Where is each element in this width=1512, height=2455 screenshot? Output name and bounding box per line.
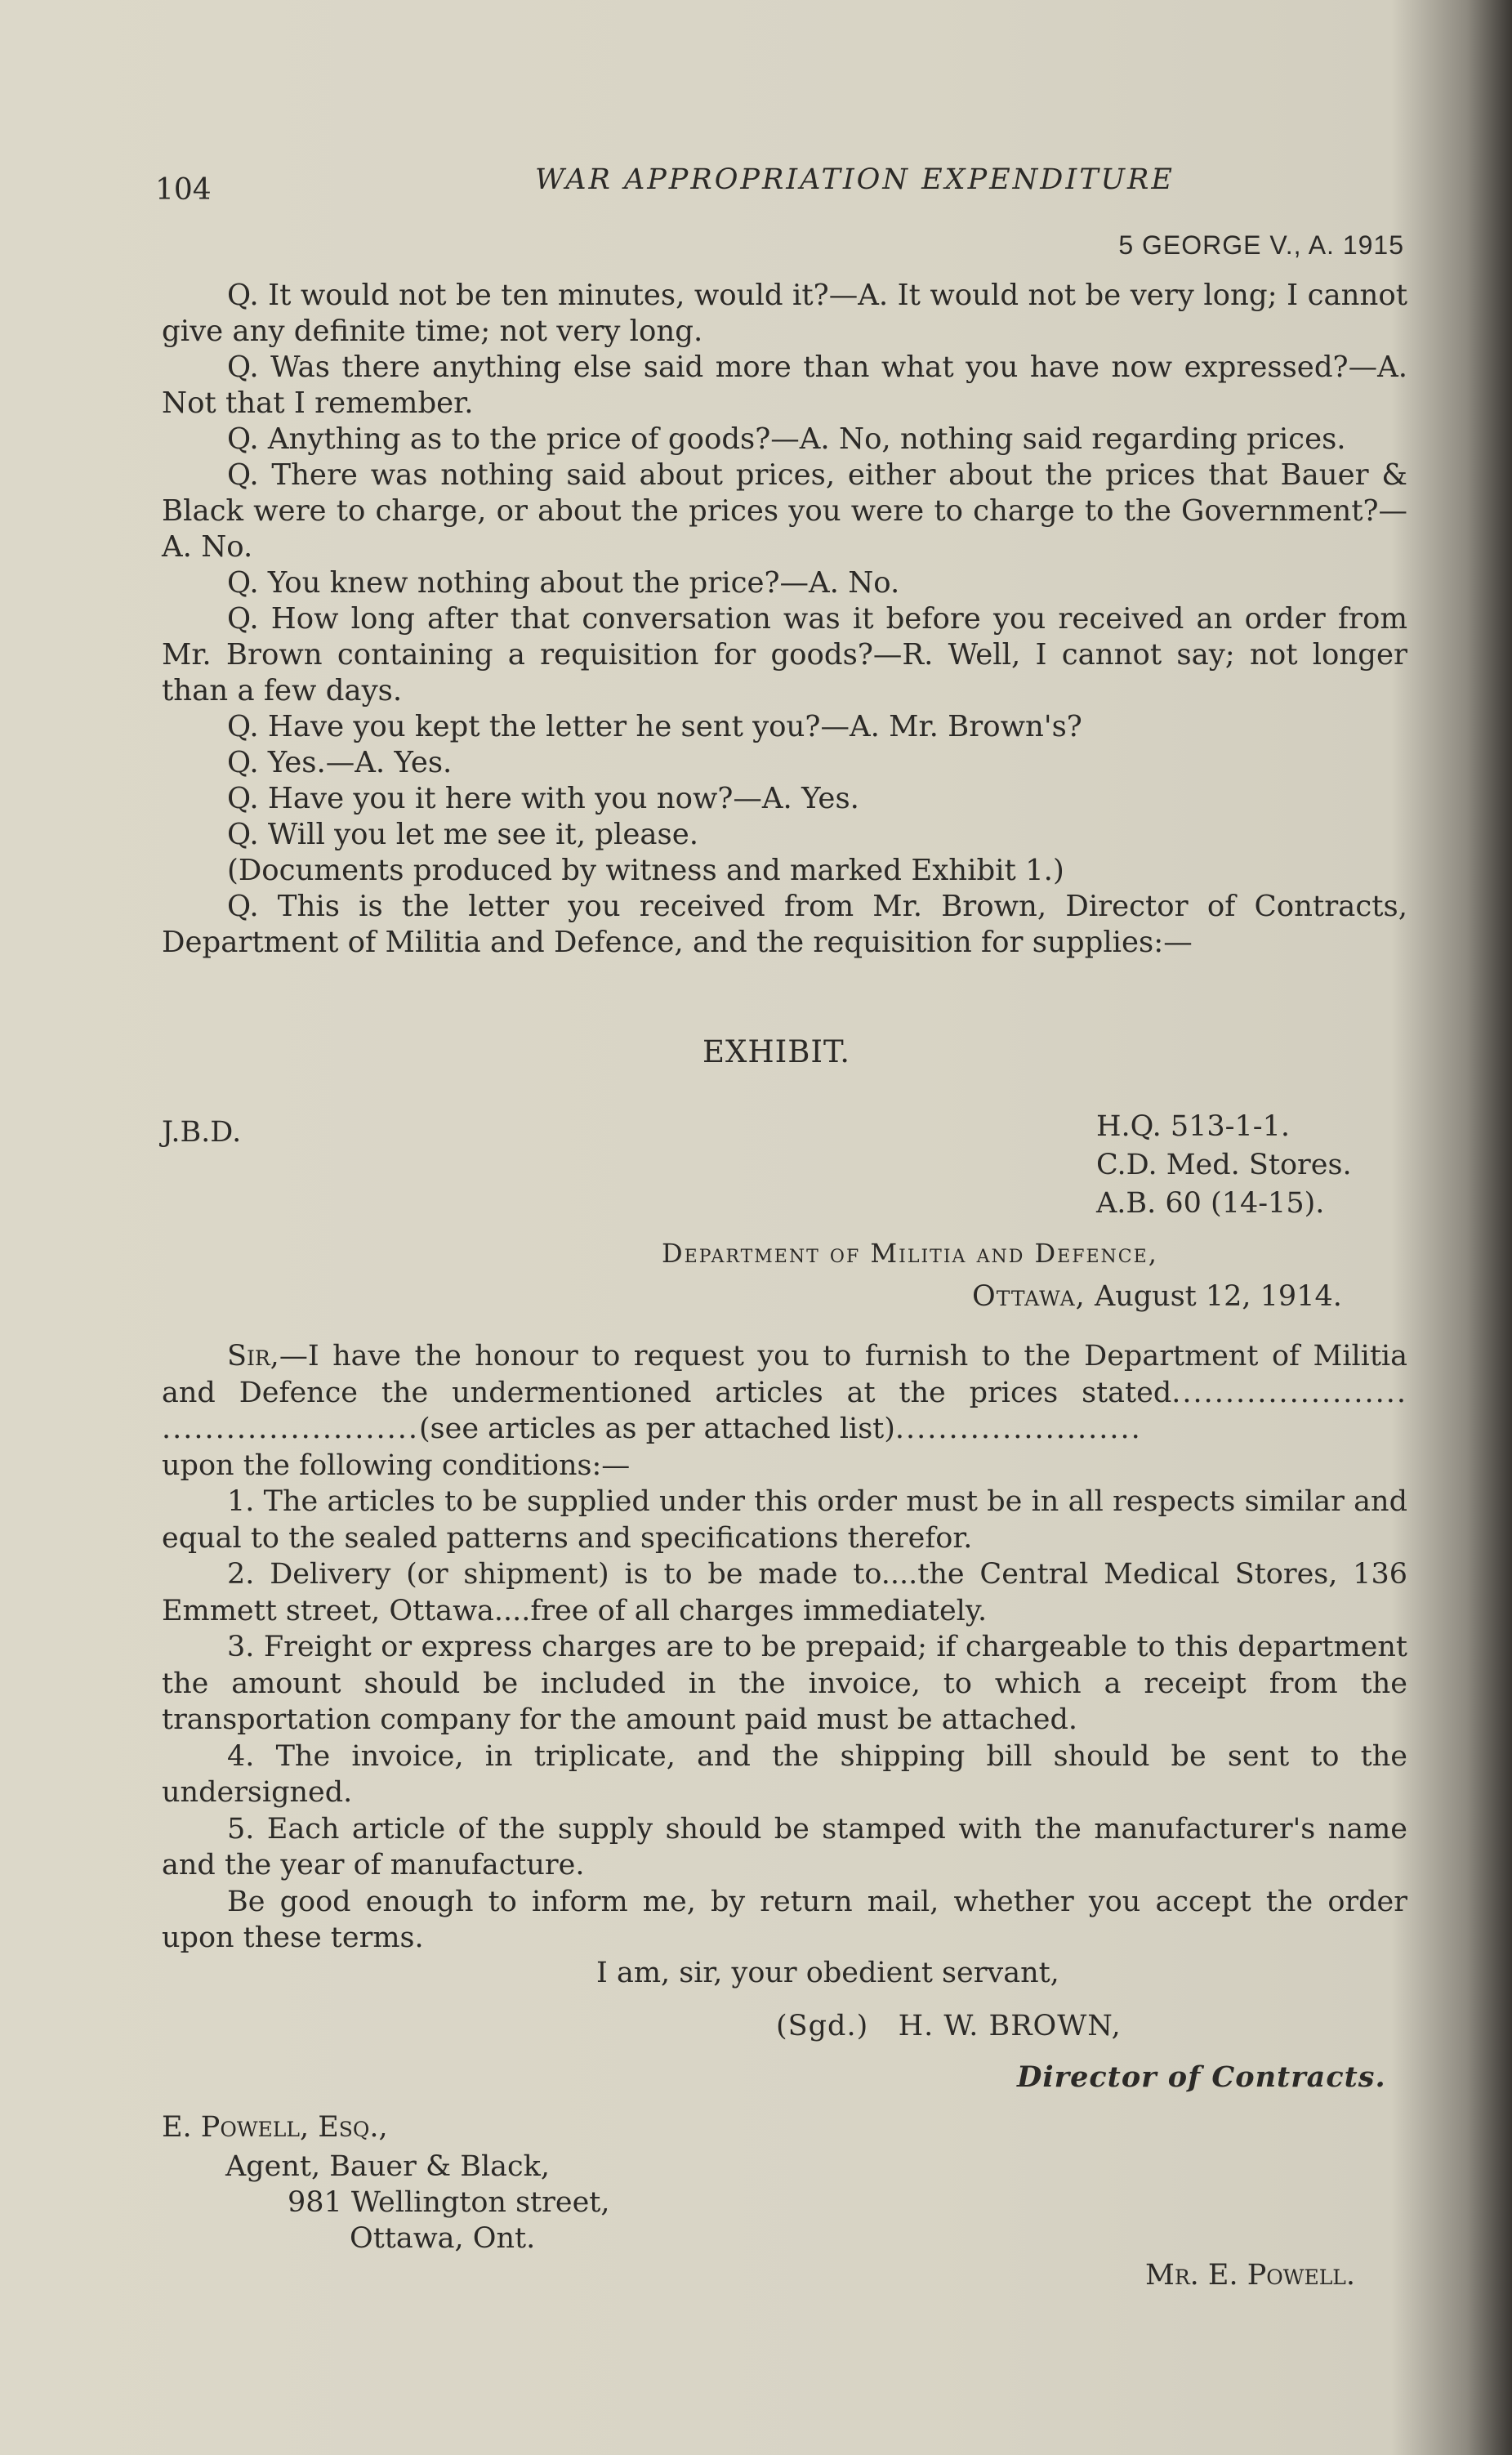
testimony-paragraph: Q. How long after that conversation was it before you received an order from Mr. Brown containing a requisition for goods?—R. Well, I cannot say; not longer than a few days. [162, 602, 1407, 707]
condition-item: 1. The articles to be supplied under this order must be in all respects similar and equal to the sealed patterns and specifications therefor. [162, 1485, 1407, 1555]
testimony-paragraph: Q. Was there anything else said more than what you have now expressed?—A. Not that I remember. [162, 350, 1407, 420]
letter-place: Ottawa, [972, 1280, 1086, 1313]
department-name: Department of Militia and Defence, [662, 1238, 1158, 1269]
testimony-paragraph: Q. Have you kept the letter he sent you?—A. Mr. Brown's? [227, 710, 1082, 743]
testimony-paragraph: Q. Have you it here with you now?—A. Yes. [227, 782, 859, 815]
exhibit-references [1096, 1108, 1352, 1223]
conditions-intro: upon the following conditions:— [162, 1448, 631, 1482]
testimony-paragraph: Q. There was nothing said about prices, either about the prices that Bauer & Black were to charge, or about the prices you were to charge to the Government?—A. No. [162, 458, 1407, 564]
address-line: Agent, Bauer & Black, [225, 2150, 550, 2183]
opening-text: —I have the honour to request you to furnish to the Department of Militia and Defence the undermentioned articles at the prices stated [162, 1340, 1407, 1409]
dot-leader: ........................ [162, 1413, 420, 1445]
signer-title: Director of Contracts. [1017, 2060, 1386, 2094]
testimony-paragraph: Q. Anything as to the price of goods?—A. No, nothing said regarding prices. [227, 422, 1346, 456]
testimony-paragraph: Q. Will you let me see it, please. [227, 818, 699, 851]
page-number: 104 [155, 173, 212, 207]
address-line: 981 Wellington street, [288, 2186, 610, 2219]
testimony-paragraph: Q. You knew nothing about the price?—A. No. [227, 566, 900, 600]
condition-item: 3. Freight or express charges are to be prepaid; if chargeable to this department the amount should be included in the invoice, to which a receipt from the transportation company for the amount paid must be attached. [162, 1631, 1407, 1736]
exhibit-initials: J.B.D. [162, 1116, 242, 1149]
testimony-paragraph: Q. It would not be ten minutes, would it?—A. It would not be very long; I cannot give any definite time; not very long. [162, 279, 1407, 348]
addressee-name [162, 2111, 388, 2144]
letter-opening [162, 1338, 1407, 1448]
condition-item: 2. Delivery (or shipment) is to be made to....the Central Medical Stores, 136 Emmett street, Ottawa....free of all charges immediately. [162, 1558, 1407, 1627]
addressee-name-text: E. Powell, Esq., [162, 2111, 388, 2144]
footer-addressee-text: Mr. E. Powell. [1145, 2259, 1356, 2292]
letter-request: Be good enough to inform me, by return mail, whether you accept the order upon these terms. [162, 1885, 1407, 1954]
running-title: WAR APPROPRIATION EXPENDITURE [535, 163, 1175, 196]
reference-line: H.Q. 513-1-1. [1096, 1110, 1290, 1143]
dot-leader: ...................... [1171, 1376, 1407, 1409]
testimony-paragraph: (Documents produced by witness and marked Exhibit 1.) [227, 854, 1064, 887]
letter-closing: I am, sir, your obedient servant, [596, 1957, 1059, 1989]
dot-leader: ....................... [894, 1413, 1142, 1445]
testimony-block [162, 278, 1407, 961]
session-label: 5 GEORGE V., A. 1915 [1118, 230, 1404, 260]
condition-item: 4. The invoice, in triplicate, and the shipping bill should be sent to the undersigned. [162, 1739, 1407, 1809]
address-line: Ottawa, Ont. [350, 2222, 536, 2255]
salutation: Sir, [227, 1340, 279, 1373]
reference-line: A.B. 60 (14-15). [1096, 1187, 1325, 1220]
exhibit-heading: EXHIBIT. [702, 1034, 851, 1069]
list-note: (see articles as per attached list) [419, 1413, 895, 1445]
reference-line: C.D. Med. Stores. [1096, 1149, 1352, 1181]
signature-line: (Sgd.) H. W. BROWN, [776, 2010, 1122, 2042]
condition-item: 5. Each article of the supply should be stamped with the manufacturer's name and the year of manufacture. [162, 1812, 1407, 1881]
testimony-paragraph: Q. Yes.—A. Yes. [227, 746, 453, 779]
testimony-paragraph: Q. This is the letter you received from Mr. Brown, Director of Contracts, Department of Militia and Defence, and the requisition for supplies:— [162, 890, 1407, 959]
letter-body [162, 1338, 1407, 1957]
letter-dateline [972, 1280, 1342, 1313]
footer-addressee [1145, 2259, 1355, 2292]
letter-date: August 12, 1914. [1094, 1280, 1342, 1313]
